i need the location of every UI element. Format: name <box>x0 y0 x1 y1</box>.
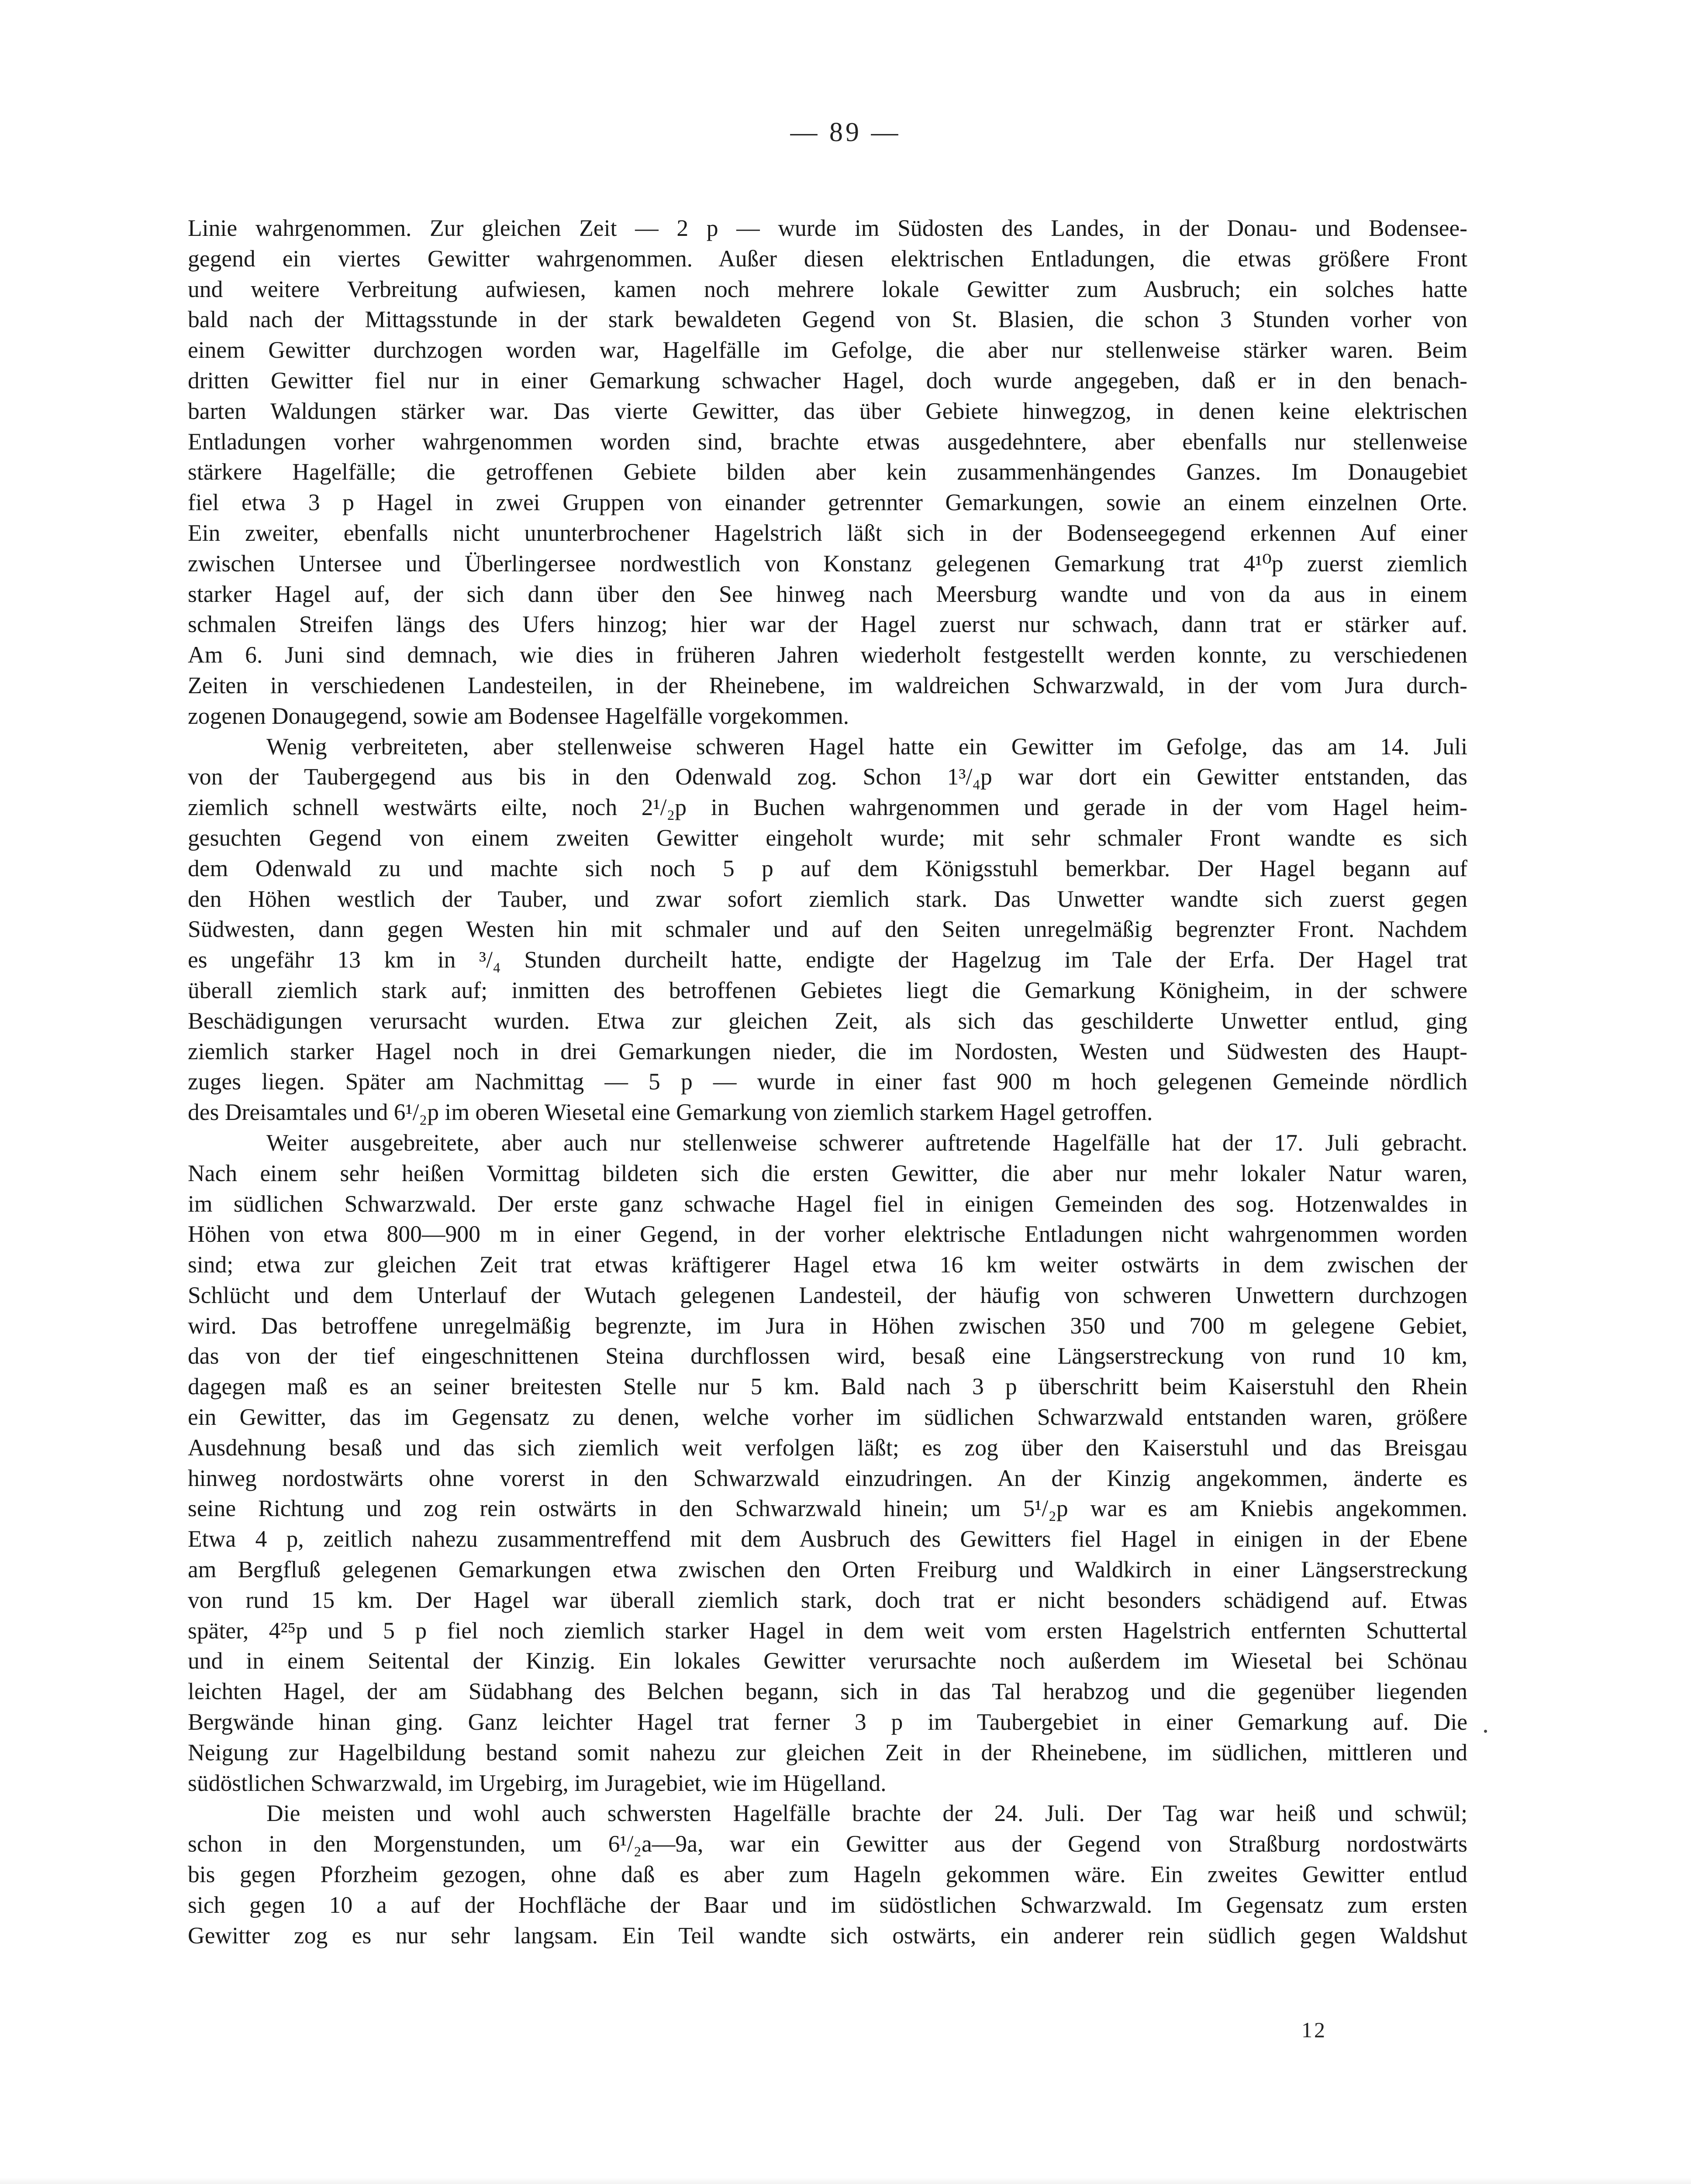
text-line: am Bergfluß gelegenen Gemarkungen etwa zwischen den Orten Freiburg und Waldkirch in einer Längserstreckung <box>188 1556 1467 1583</box>
text-line: und in einem Seitental der Kinzig. Ein lokales Gewitter verursachte noch außerdem im Wiesetal bei Schönau <box>188 1648 1467 1674</box>
text-line: und weitere Verbreitung aufwiesen, kamen noch mehrere lokale Gewitter zum Ausbruch; ein solches hatte <box>188 276 1467 302</box>
text-line: Höhen von etwa 800—900 m in einer Gegend, in der vorher elektrische Entladungen nicht wahrgenommen worden <box>188 1221 1467 1248</box>
text-line: von rund 15 km. Der Hagel war überall ziemlich stark, doch trat er nicht besonders schädigend auf. Etwas <box>188 1586 1467 1613</box>
text-line: bis gegen Pforzheim gezogen, ohne daß es aber zum Hageln gekommen wäre. Ein zweites Gewitter entlud <box>188 1861 1467 1888</box>
text-line: Linie wahrgenommen. Zur gleichen Zeit — 2 p — wurde im Südosten des Landes, in der Donau- und Bodensee- <box>188 215 1467 241</box>
body-text <box>188 213 1467 1951</box>
page-number: — 89 — <box>790 117 901 147</box>
text-line: von der Taubergegend aus bis in den Odenwald zog. Schon 1³/₄p war dort ein Gewitter entstanden, das <box>188 764 1467 790</box>
text-line: barten Waldungen stärker war. Das vierte Gewitter, das über Gebiete hinwegzog, in denen keine elektrischen <box>188 397 1467 424</box>
text-line: später, 4²⁵p und 5 p fiel noch ziemlich starker Hagel in dem weit vom ersten Hagelstrich entfernten Schuttertal <box>188 1617 1467 1644</box>
text-line: bald nach der Mittagsstunde in der stark bewaldeten Gegend von St. Blasien, die schon 3 Stunden vorher von <box>188 306 1467 333</box>
scan-speck <box>1484 1730 1487 1733</box>
text-line: leichten Hagel, der am Südabhang des Belchen begann, sich in das Tal herabzog und die gegenüber liegenden <box>188 1678 1467 1705</box>
text-line: Nach einem sehr heißen Vormittag bildeten sich die ersten Gewitter, die aber nur mehr lokaler Natur waren, <box>188 1160 1467 1186</box>
text-line: wird. Das betroffene unregelmäßig begrenzte, im Jura in Höhen zwischen 350 und 700 m gelegene Gebiet, <box>188 1312 1467 1339</box>
text-line: stärkere Hagelfälle; die getroffenen Gebiete bilden aber kein zusammenhängendes Ganzes. Im Donaugebiet <box>188 459 1467 485</box>
text-line: des Dreisamtales und 6¹/₂p im oberen Wiesetal eine Gemarkung von ziemlich starkem Hagel getroffen. <box>188 1099 1153 1126</box>
text-line: fiel etwa 3 p Hagel in zwei Gruppen von einander getrennter Gemarkungen, sowie an einem einzelnen Orte. <box>188 489 1467 516</box>
text-line: sind; etwa zur gleichen Zeit trat etwas kräftigerer Hagel etwa 16 km weiter ostwärts in dem zwischen der <box>188 1251 1467 1278</box>
text-line: ziemlich starker Hagel noch in drei Gemarkungen nieder, die im Nordosten, Westen und Südwesten des Haupt- <box>188 1038 1467 1064</box>
text-line: schmalen Streifen längs des Ufers hinzog; hier war der Hagel zuerst nur schwach, dann trat er stärker auf. <box>188 611 1467 638</box>
text-line: starker Hagel auf, der sich dann über den See hinweg nach Meersburg wandte und von da aus in einem <box>188 581 1467 607</box>
text-line: Weiter ausgebreitete, aber auch nur stellenweise schwerer auftretende Hagelfälle hat der 17. Juli gebracht. <box>266 1129 1467 1156</box>
text-line: dritten Gewitter fiel nur in einer Gemarkung schwacher Hagel, doch wurde angegeben, daß er in den benach- <box>188 367 1467 394</box>
text-line: Entladungen vorher wahrgenommen worden sind, brachte etwas ausgedehntere, aber ebenfalls nur stellenweise <box>188 428 1467 455</box>
text-line: das von der tief eingeschnittenen Steina durchflossen wird, besaß eine Längserstreckung von rund 10 km, <box>188 1343 1467 1369</box>
sheet-signature: 12 <box>1301 2018 1327 2042</box>
text-line: einem Gewitter durchzogen worden war, Hagelfälle im Gefolge, die aber nur stellenweise stärker waren. Beim <box>188 337 1467 363</box>
text-line: Schlücht und dem Unterlauf der Wutach gelegenen Landesteil, der häufig von schweren Unwettern durchzogen <box>188 1282 1467 1308</box>
text-line: Am 6. Juni sind demnach, wie dies in früheren Jahren wiederholt festgestellt werden konnte, zu verschiedenen <box>188 642 1467 668</box>
text-line: Beschädigungen verursacht wurden. Etwa zur gleichen Zeit, als sich das geschilderte Unwetter entlud, ging <box>188 1007 1467 1034</box>
text-line: seine Richtung und zog rein ostwärts in den Schwarzwald hinein; um 5¹/₂p war es am Kniebis angekommen. <box>188 1495 1467 1522</box>
text-line: Die meisten und wohl auch schwersten Hagelfälle brachte der 24. Juli. Der Tag war heiß und schwül; <box>266 1800 1467 1827</box>
text-line: es ungefähr 13 km in ³/₄ Stunden durcheilt hatte, endigte der Hagelzug im Tale der Erfa. Der Hagel trat <box>188 947 1467 973</box>
scan-bottom-edge <box>0 2177 1691 2184</box>
text-line: sich gegen 10 a auf der Hochfläche der Baar und im südöstlichen Schwarzwald. Im Gegensatz zum ersten <box>188 1891 1467 1918</box>
text-line: Wenig verbreiteten, aber stellenweise schweren Hagel hatte ein Gewitter im Gefolge, das am 14. Juli <box>266 733 1467 760</box>
text-line: Südwesten, dann gegen Westen hin mit schmaler und auf den Seiten unregelmäßig begrenzter Front. Nachdem <box>188 916 1467 943</box>
text-line: schon in den Morgenstunden, um 6¹/₂a—9a, war ein Gewitter aus der Gegend von Straßburg nordostwärts <box>188 1831 1467 1857</box>
text-line: Zeiten in verschiedenen Landesteilen, in der Rheinebene, im waldreichen Schwarzwald, in der vom Jura durch- <box>188 672 1467 698</box>
text-line: ein Gewitter, das im Gegensatz zu denen, welche vorher im südlichen Schwarzwald entstanden waren, größere <box>188 1404 1467 1431</box>
text-line: zogenen Donaugegend, sowie am Bodensee Hagelfälle vorgekommen. <box>188 702 849 729</box>
text-line: dagegen maß es an seiner breitesten Stelle nur 5 km. Bald nach 3 p überschritt beim Kaiserstuhl den Rhein <box>188 1373 1467 1400</box>
text-line: zuges liegen. Später am Nachmittag — 5 p — wurde in einer fast 900 m hoch gelegenen Gemeinde nördlich <box>188 1068 1467 1095</box>
text-line: Bergwände hinan ging. Ganz leichter Hagel trat ferner 3 p im Taubergebiet in einer Gemarkung auf. Die <box>188 1709 1467 1735</box>
text-line: Ausdehnung besaß und das sich ziemlich weit verfolgen läßt; es zog über den Kaiserstuhl und das Breisgau <box>188 1434 1467 1461</box>
text-line: Gewitter zog es nur sehr langsam. Ein Teil wandte sich ostwärts, ein anderer rein südlich gegen Waldshut <box>188 1922 1467 1949</box>
text-line: südöstlichen Schwarzwald, im Urgebirg, im Juragebiet, wie im Hügelland. <box>188 1769 887 1796</box>
text-line: den Höhen westlich der Tauber, und zwar sofort ziemlich stark. Das Unwetter wandte sich zuerst gegen <box>188 885 1467 912</box>
text-line: im südlichen Schwarzwald. Der erste ganz schwache Hagel fiel in einigen Gemeinden des sog. Hotzenwaldes in <box>188 1190 1467 1217</box>
text-line: gesuchten Gegend von einem zweiten Gewitter eingeholt wurde; mit sehr schmaler Front wandte es sich <box>188 824 1467 851</box>
text-line: ziemlich schnell westwärts eilte, noch 2¹/₂p in Buchen wahrgenommen und gerade in der vom Hagel heim- <box>188 794 1467 821</box>
text-line: überall ziemlich stark auf; inmitten des betroffenen Gebietes liegt die Gemarkung Königheim, in der schwere <box>188 977 1467 1003</box>
text-line: Neigung zur Hagelbildung bestand somit nahezu zur gleichen Zeit in der Rheinebene, im südlichen, mittleren und <box>188 1739 1467 1766</box>
text-line: zwischen Untersee und Überlingersee nordwestlich von Konstanz gelegenen Gemarkung trat 4¹⁰p zuerst ziemlich <box>188 550 1467 577</box>
text-line: hinweg nordostwärts ohne vorerst in den Schwarzwald einzudringen. An der Kinzig angekommen, änderte es <box>188 1465 1467 1491</box>
text-line: Ein zweiter, ebenfalls nicht ununterbrochener Hagelstrich läßt sich in der Bodenseegegend erkennen Auf einer <box>188 519 1467 546</box>
text-line: Etwa 4 p, zeitlich nahezu zusammentreffend mit dem Ausbruch des Gewitters fiel Hagel in einigen in der Ebene <box>188 1526 1467 1552</box>
text-line: gegend ein viertes Gewitter wahrgenommen. Außer diesen elektrischen Entladungen, die etwas größere Front <box>188 245 1467 272</box>
text-line: dem Odenwald zu und machte sich noch 5 p auf dem Königsstuhl bemerkbar. Der Hagel begann auf <box>188 855 1467 881</box>
